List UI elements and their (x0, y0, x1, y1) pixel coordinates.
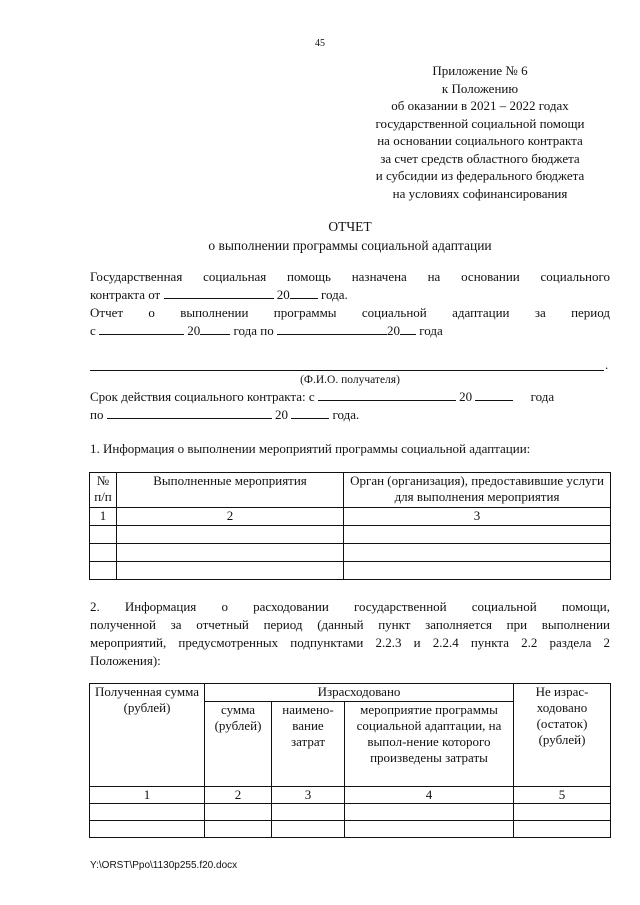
period-from-label: с (90, 323, 96, 338)
term-from-field[interactable] (318, 388, 456, 401)
header-number: № п/п (90, 473, 117, 508)
table-number-row (90, 787, 611, 804)
header-spent: Израсходовано (205, 684, 514, 702)
header-not-spent: Не израс-ходовано (остаток) (рублей) (514, 684, 611, 787)
intro-line-2 (90, 286, 610, 304)
term-line-2 (90, 406, 610, 424)
header-sum: сумма (рублей) (205, 702, 272, 787)
term-from-year-field[interactable] (475, 388, 513, 401)
column-number: 1 (90, 508, 117, 526)
section-2-line: полученной за отчетный период (данный пункт заполняется при выполнении (90, 617, 610, 632)
period-from-year-field[interactable] (200, 322, 230, 335)
appendix-line: за счет средств областного бюджета (380, 150, 580, 166)
table-header-row (90, 684, 611, 702)
appendix-line: государственной социальной помощи (375, 115, 585, 131)
term-label: Срок действия социального контракта: с (90, 389, 315, 404)
appendix-line: на условиях софинансирования (392, 185, 568, 201)
recipient-line-end: . (605, 357, 609, 372)
title-sub: о выполнении программы социальной адаптации (208, 238, 492, 253)
page-number: 45 (315, 38, 325, 49)
section-2-paragraph (90, 598, 610, 670)
header-organization: Орган (организация), предоставившие услуги для выполнения мероприятия (344, 473, 611, 508)
column-number: 3 (272, 787, 345, 804)
table-row[interactable] (90, 804, 611, 821)
report-title (0, 217, 640, 255)
contract-year-field[interactable] (290, 286, 318, 299)
section-2-line: мероприятий, предусмотренных подпунктами 2.2.3 и 2.2.4 пункта 2.2 раздела 2 (90, 635, 610, 650)
column-number: 3 (344, 508, 611, 526)
intro-line-1: Государственная социальная помощь назначена на основании социального (90, 269, 610, 284)
section-1-heading: 1. Информация о выполнении мероприятий программы социальной адаптации: (90, 441, 531, 456)
period-to-field[interactable] (277, 322, 387, 335)
term-to-field[interactable] (107, 406, 272, 419)
year-label: года. (321, 287, 348, 302)
term-to-label: по (90, 407, 104, 422)
table-row[interactable] (90, 526, 611, 544)
column-number: 2 (117, 508, 344, 526)
header-received-sum: Полученная сумма (рублей) (90, 684, 205, 787)
year-label: года. (332, 407, 360, 422)
year-prefix: 20 (187, 323, 201, 338)
intro-line-4 (90, 322, 610, 340)
appendix-line: Приложение № 6 (432, 63, 528, 78)
year-prefix: 20 (276, 287, 290, 302)
table-header-row (90, 473, 611, 508)
section-2-line: Положения): (90, 653, 161, 668)
contract-date-field[interactable] (164, 286, 274, 299)
term-line-1 (90, 388, 610, 406)
year-label: года (530, 389, 555, 404)
column-number: 2 (205, 787, 272, 804)
term-paragraph (90, 388, 610, 424)
year-prefix: 20 (387, 323, 401, 338)
header-cost-name: наимено-вание затрат (272, 702, 345, 787)
period-to-label: года по (233, 323, 274, 338)
appendix-header (350, 62, 610, 202)
appendix-line: на основании социального контракта (377, 133, 583, 148)
recipient-name-field[interactable] (90, 369, 604, 371)
column-number: 1 (90, 787, 205, 804)
table-number-row (90, 508, 611, 526)
table-row[interactable] (90, 821, 611, 838)
activities-table (89, 472, 611, 580)
expenses-table (89, 683, 611, 838)
appendix-line: об оказании в 2021 – 2022 годах (391, 98, 569, 113)
intro-paragraph (90, 268, 610, 340)
term-to-year-field[interactable] (291, 406, 329, 419)
appendix-line: и субсидии из федерального бюджета (375, 168, 585, 183)
period-from-field[interactable] (99, 322, 184, 335)
year-prefix: 20 (274, 407, 288, 422)
intro-line-3: Отчет о выполнении программы социальной адаптации за период (90, 305, 610, 320)
column-number: 4 (345, 787, 514, 804)
appendix-line: к Положению (441, 80, 519, 96)
column-number: 5 (514, 787, 611, 804)
header-activities: Выполненные мероприятия (117, 473, 344, 508)
year-prefix: 20 (459, 389, 473, 404)
section-2-line: 2. Информация о расходовании государственной социальной помощи, (90, 599, 610, 614)
contract-from-label: контракта от (90, 287, 161, 302)
title-main: ОТЧЕТ (328, 219, 372, 234)
table-row[interactable] (90, 562, 611, 580)
table-row[interactable] (90, 544, 611, 562)
recipient-caption: (Ф.И.О. получателя) (300, 374, 400, 386)
header-event: мероприятие программы социальной адаптации, на выпол-нение которого произведены затраты (345, 702, 514, 787)
year-label: года (419, 323, 443, 338)
file-path-footer: Y:\ORST\Ppo\1130p255.f20.docx (90, 860, 238, 871)
period-to-year-field[interactable] (400, 322, 416, 335)
